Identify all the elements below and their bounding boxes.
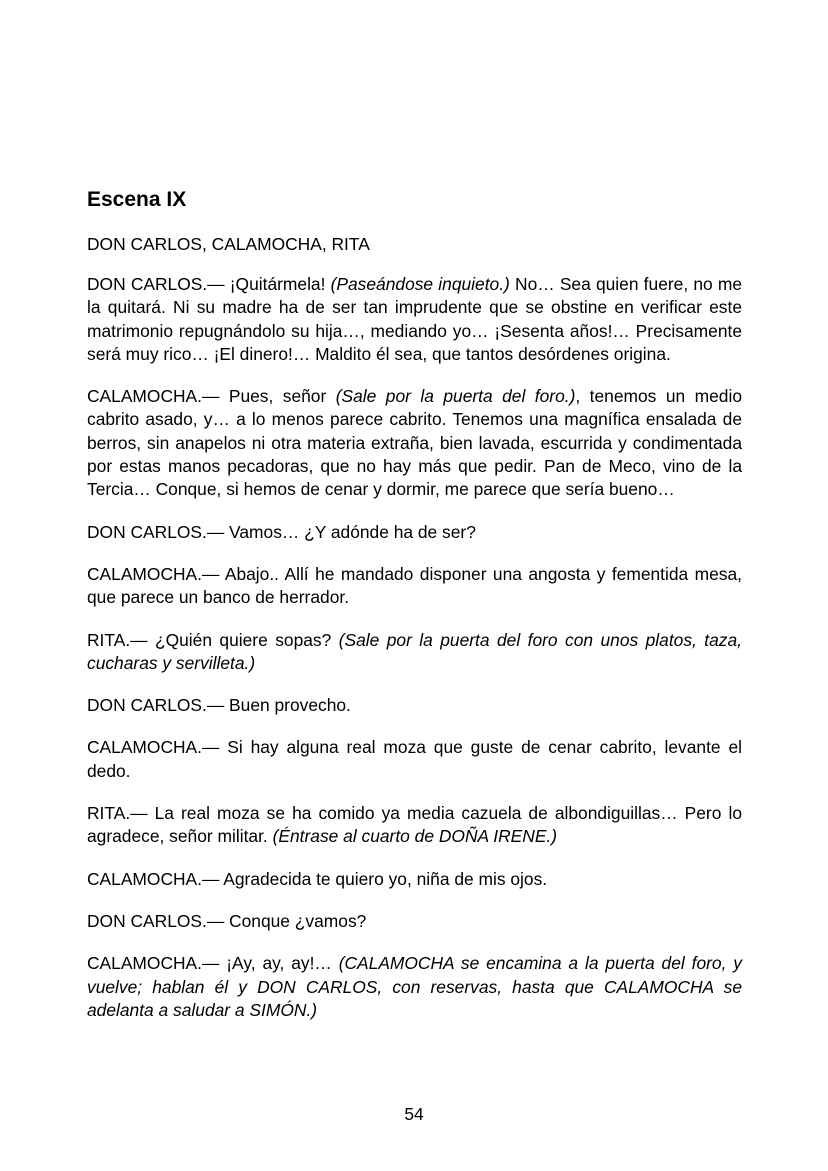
dialogue-paragraph — [87, 868, 742, 891]
speaker-name: DON CARLOS.— — [87, 910, 225, 931]
dialogue-text: ¡Ay, ay, ay!… — [219, 953, 339, 974]
page-number: 54 — [404, 1104, 424, 1124]
dialogue-paragraph — [87, 952, 742, 1022]
speaker-name: CALAMOCHA.— — [87, 386, 220, 407]
dialogue-text: Pues, señor — [219, 386, 336, 407]
dialogue-text: ¡Quitármela! — [224, 274, 331, 294]
speaker-name: RITA.— — [87, 803, 148, 824]
speaker-name: DON CARLOS.— — [87, 274, 225, 294]
dialogue-paragraph — [87, 563, 742, 610]
speaker-name: DON CARLOS.— — [87, 521, 225, 542]
speaker-name: DON CARLOS.— — [87, 695, 225, 716]
speaker-name: CALAMOCHA.— — [87, 563, 220, 584]
dialogue-text: Vamos… ¿Y adónde ha de ser? — [224, 521, 476, 542]
dialogue-paragraph — [87, 694, 742, 717]
stage-direction: (Éntrase al cuarto de DOÑA IRENE.) — [272, 826, 558, 847]
dialogue-paragraph — [87, 273, 742, 366]
speaker-name: CALAMOCHA.— — [87, 868, 220, 889]
dialogue-text: Buen provecho. — [224, 695, 351, 716]
scene-cast: DON CARLOS, CALAMOCHA, RITA — [87, 234, 370, 254]
scene-title: Escena IX — [87, 188, 187, 211]
dialogue-text: Agradecida te quiero yo, niña de mis ojos. — [219, 868, 548, 889]
dialogue-list — [87, 273, 742, 1022]
speaker-name: CALAMOCHA.— — [87, 953, 220, 974]
dialogue-paragraph — [87, 736, 742, 783]
dialogue-paragraph — [87, 910, 742, 933]
stage-direction: (CALAMOCHA se encamina a la puerta del foro, y vuelve; hablan él y DON CARLOS, con reservas, hasta que CALAMOCHA se adelanta a saludar a SIMÓN.) — [87, 953, 742, 1020]
dialogue-text: Si hay alguna real moza que guste de cenar cabrito, levante el dedo. — [87, 737, 742, 781]
speaker-name: RITA.— — [87, 629, 148, 650]
dialogue-paragraph — [87, 385, 742, 501]
dialogue-text: Abajo.. Allí he mandado disponer una angosta y fementida mesa, que parece un banco de herrador. — [87, 563, 742, 608]
dialogue-text: Conque ¿vamos? — [224, 910, 367, 931]
dialogue-paragraph — [87, 629, 742, 676]
dialogue-text: ¿Quién quiere sopas? — [147, 629, 339, 650]
dialogue-text: No… Sea quien fuere, no me la quitará. Ni su madre ha de ser tan imprudente que se obstine en verificar este matrimonio repugnándolo su hija…, mediando yo… ¡Sesenta años!… Precisamente será muy rico… ¡El dinero!… Maldito él sea, que tantos desórdenes origina. — [87, 274, 743, 364]
stage-direction: (Sale por la puerta del foro con unos platos, taza, cucharas y servilleta.) — [87, 629, 742, 673]
stage-direction: (Sale por la puerta del foro.) — [335, 386, 576, 407]
dialogue-paragraph — [87, 521, 742, 544]
dialogue-text: , tenemos un medio cabrito asado, y… a lo menos parece cabrito. Tenemos una magnífica ensalada de berros, sin anapelos ni otra materia extraña, bien lavada, escurrida y condimentada por estas manos pecadoras, que no hay más que pedir. Pan de Meco, vino de la Tercia… Conque, si hemos de cenar y dormir, me parece que sería bueno… — [87, 386, 742, 500]
stage-direction: (Paseándose inquieto.) — [330, 274, 510, 294]
dialogue-text: La real moza se ha comido ya media cazuela de albondiguillas… Pero lo agradece, señor militar. — [87, 803, 742, 847]
dialogue-paragraph — [87, 802, 742, 849]
speaker-name: CALAMOCHA.— — [87, 737, 220, 758]
page-content — [87, 186, 742, 1022]
